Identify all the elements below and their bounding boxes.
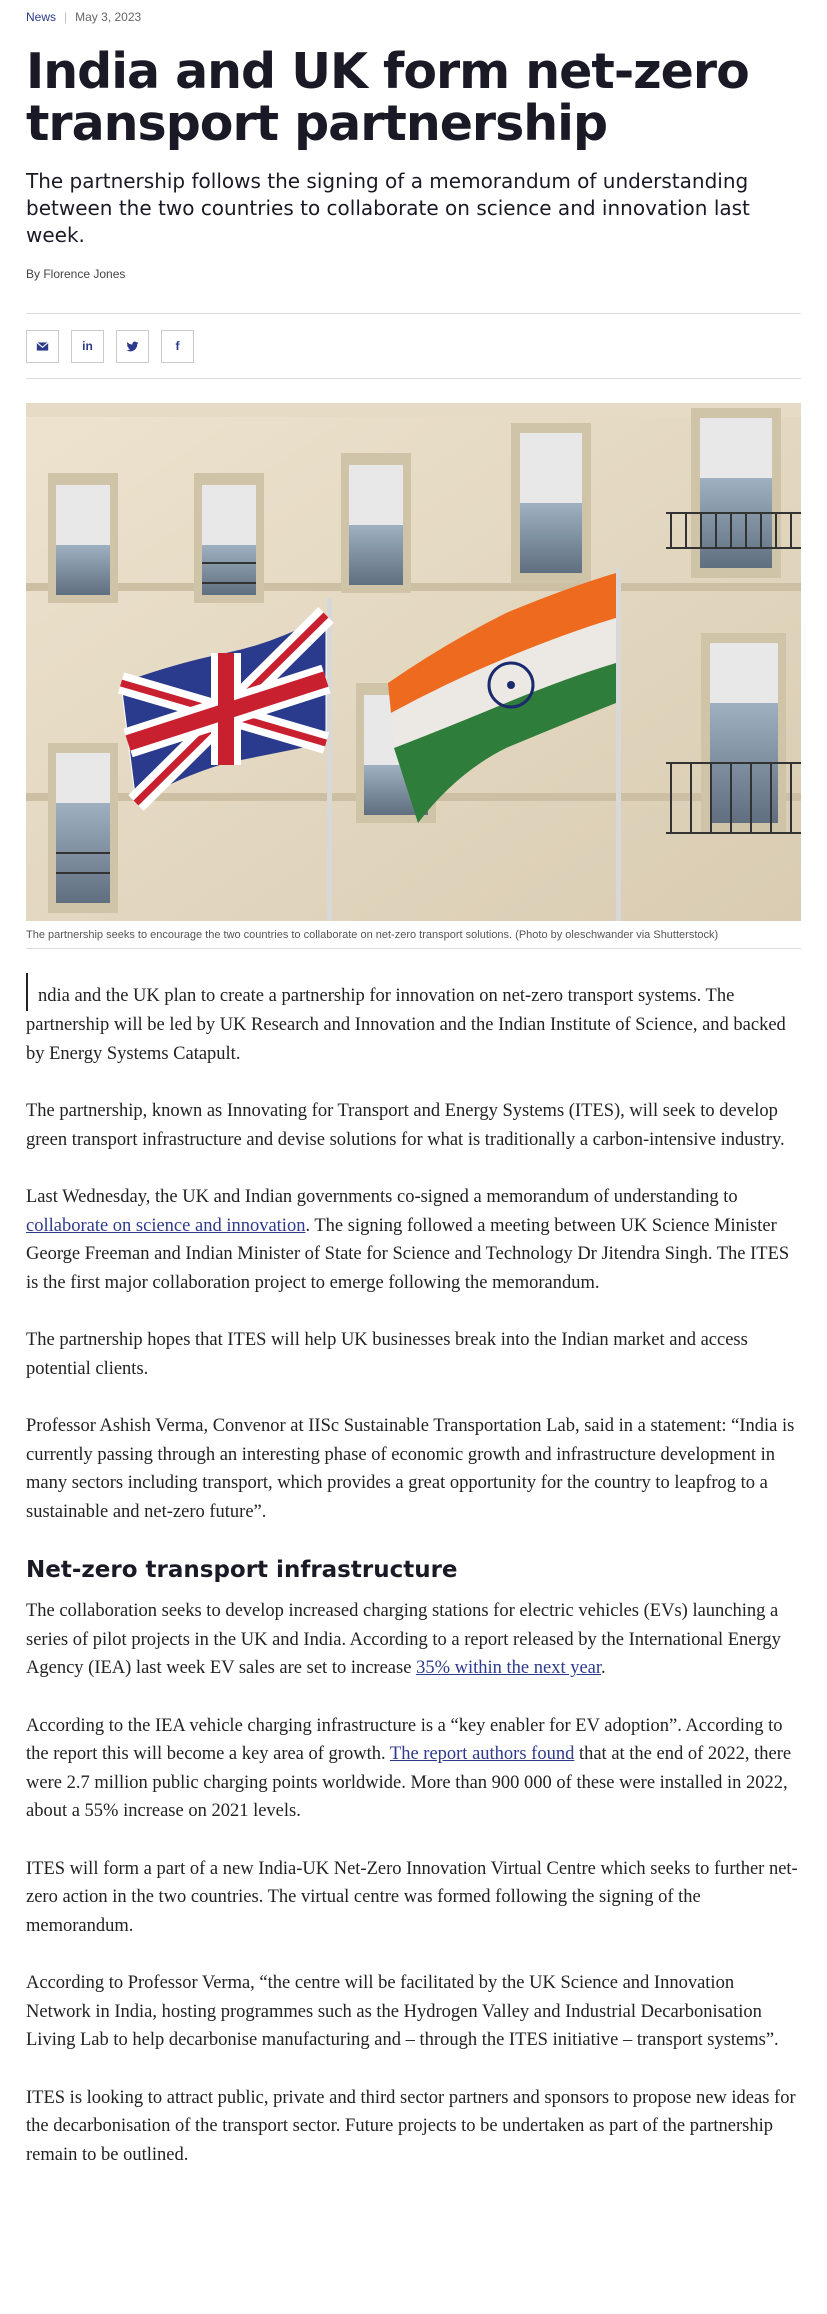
paragraph-5: Professor Ashish Verma, Convenor at IISc Sustainable Transportation Lab, said in a statement: “India is currently passing through an interesting phase of economic growth and infrastructure development in many sectors including transport, which provides a great opportunity for the country to leapfrog to a sustainable and net-zero future”. bbox=[26, 1416, 795, 1522]
share-bar bbox=[26, 313, 801, 379]
envelope-icon bbox=[36, 340, 49, 353]
paragraph-7 bbox=[26, 1712, 801, 1826]
publish-date: May 3, 2023 bbox=[75, 10, 142, 24]
flags-photo bbox=[26, 403, 801, 921]
email-share-button[interactable] bbox=[26, 330, 59, 363]
paragraph-2: The partnership, known as Innovating for Transport and Energy Systems (ITES), will seek to develop green transport infrastructure and devise solutions for what is traditionally a carbon-intensive industry. bbox=[26, 1101, 785, 1150]
meta-separator: | bbox=[64, 10, 68, 24]
paragraph-1 bbox=[26, 973, 801, 1068]
paragraph-4: The partnership hopes that ITES will help UK businesses break into the Indian market and access potential clients. bbox=[26, 1330, 748, 1379]
category-link[interactable]: News bbox=[26, 10, 57, 24]
byline[interactable]: By Florence Jones bbox=[26, 267, 126, 281]
dropcap-marker bbox=[26, 973, 28, 1011]
facebook-icon: f bbox=[175, 339, 180, 353]
twitter-share-button[interactable] bbox=[116, 330, 149, 363]
report-authors-link[interactable]: The report authors found bbox=[389, 1744, 575, 1764]
paragraph-3-text-a: Last Wednesday, the UK and Indian governments co-signed a memorandum of understanding to bbox=[26, 1187, 738, 1207]
paragraph-3 bbox=[26, 1183, 801, 1297]
article-body bbox=[26, 973, 801, 2169]
paragraph-6-text-a: The collaboration seeks to develop increased charging stations for electric vehicles (EVs) launching a series of pilot projects in the UK and India. According to a report released by the International Energy Agency (IEA) last week EV sales are set to increase bbox=[26, 1601, 781, 1678]
ev-sales-link[interactable]: 35% within the next year bbox=[416, 1658, 602, 1678]
paragraph-6-text-b: . bbox=[601, 1658, 606, 1678]
paragraph-3-text-b: . The signing followed a meeting between UK Science Minister George Freeman and Indian Minister of State for Science and Technology Dr Jitendra Singh. The ITES is the first major collaboration project to emerge following the memorandum. bbox=[26, 1215, 790, 1293]
photo-caption: The partnership seeks to encourage the two countries to collaborate on net-zero transport solutions. (Photo by oleschwander via Shutterstock) bbox=[26, 929, 801, 949]
article-figure bbox=[26, 403, 801, 949]
page-title: India and UK form net-zero transport partnership bbox=[26, 43, 749, 152]
section-heading: Net-zero transport infrastructure bbox=[26, 1557, 458, 1583]
paragraph-1-rest: systems. The partnership will be led by UK Research and Innovation and the Indian Institute of Science, and backed by Energy Systems Catapult. bbox=[26, 986, 786, 1064]
article-meta bbox=[26, 0, 801, 26]
paragraph-6 bbox=[26, 1597, 801, 1683]
paragraph-7-text-a: According to the IEA vehicle charging infrastructure is a “key enabler for EV adoption”. According to the report this will become a key area of growth. bbox=[26, 1715, 783, 1764]
facebook-share-button[interactable] bbox=[161, 330, 194, 363]
paragraph-9: According to Professor Verma, “the centre will be facilitated by the UK Science and Innovation Network in India, hosting programmes such as the Hydrogen Valley and Industrial Decarbonisation Living Lab to help decarbonise manufacturing and – through the ITES initiative – transport systems”. bbox=[26, 1973, 779, 2050]
linkedin-share-button[interactable] bbox=[71, 330, 104, 363]
science-innovation-link[interactable]: collaborate on science and innovation bbox=[26, 1215, 306, 1236]
linkedin-icon: in bbox=[82, 339, 93, 353]
paragraph-10: ITES is looking to attract public, private and third sector partners and sponsors to propose new ideas for the decarbonisation of the transport sector. Future projects to be undertaken as part of the partnership remain to be outlined. bbox=[26, 2087, 796, 2165]
standfirst: The partnership follows the signing of a memorandum of understanding between the two countries to collaborate on science and innovation last week. bbox=[26, 169, 750, 247]
twitter-icon bbox=[126, 340, 139, 353]
paragraph-7-text-b: that at the end of 2022, there were 2.7 million public charging points worldwide. More than 900 000 of these were installed in 2022, about a 55% increase on 2021 levels. bbox=[26, 1744, 792, 1821]
paragraph-1-first-line: ndia and the UK plan to create a partnership for innovation on net-zero transport bbox=[38, 986, 634, 1006]
paragraph-8: ITES will form a part of a new India-UK Net-Zero Innovation Virtual Centre which seeks to further net-zero action in the two countries. The virtual centre was formed following the signing of the memorandum. bbox=[26, 1858, 798, 1936]
